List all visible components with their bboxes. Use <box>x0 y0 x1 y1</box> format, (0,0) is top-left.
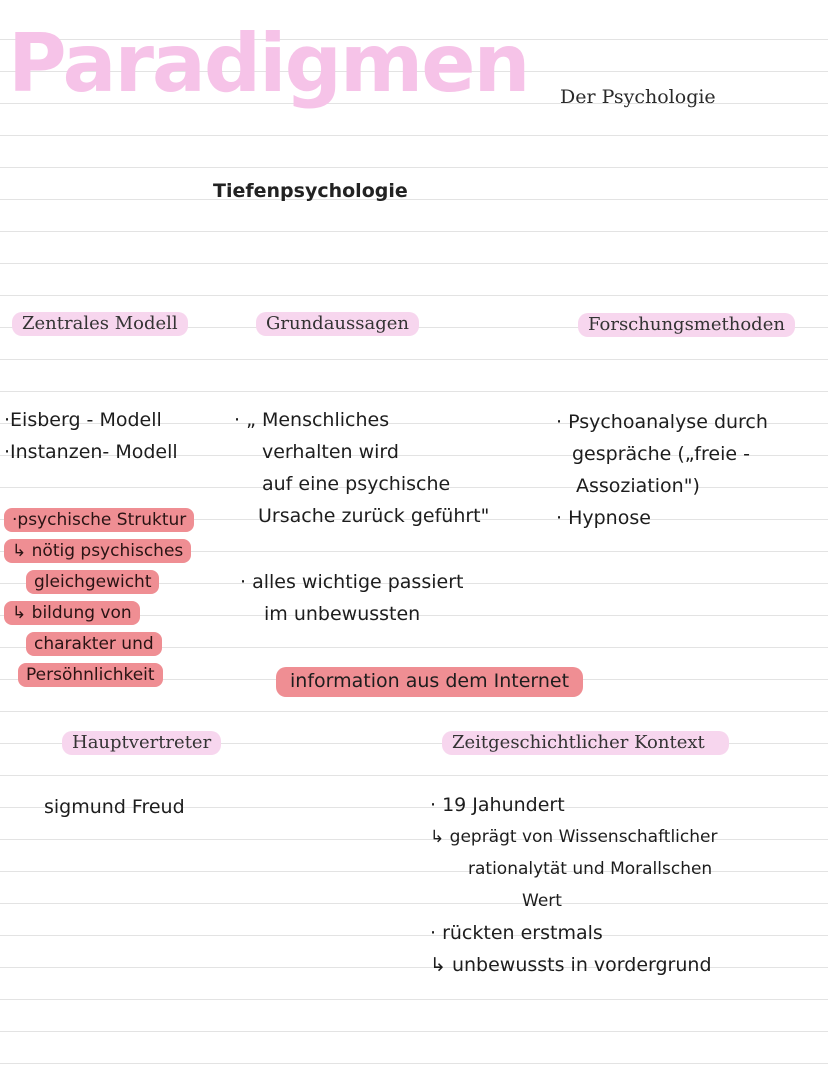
header-hauptvertreter: Hauptvertreter <box>62 731 221 755</box>
statement-quote <box>234 404 489 532</box>
model-highlight-block <box>4 508 194 694</box>
list-item: ↳ geprägt von Wissenschaftlicher <box>430 827 718 847</box>
statement-unconscious <box>240 566 463 630</box>
list-item: · alles wichtige passiert <box>240 571 464 593</box>
list-item: Wert <box>522 891 562 911</box>
list-item: ·Instanzen- Modell <box>4 441 178 463</box>
source-note: information aus dem Internet <box>276 667 583 697</box>
list-item: · 19 Jahundert <box>430 794 565 816</box>
highlight-line: Persöhnlichkeit <box>18 663 163 687</box>
methods-list <box>556 406 768 534</box>
page-subtitle: Der Psychologie <box>560 86 716 108</box>
highlight-line: ↳ bildung von <box>4 601 140 625</box>
header-grundaussagen: Grundaussagen <box>256 312 419 336</box>
section-heading: Tiefenpsychologie <box>213 180 408 202</box>
list-item: auf eine psychische <box>262 473 451 495</box>
highlight-line: ·psychische Struktur <box>4 508 194 532</box>
highlight-line: ↳ nötig psychisches <box>4 539 191 563</box>
highlight-line: charakter und <box>26 632 162 656</box>
list-item: im unbewussten <box>264 603 421 625</box>
model-list <box>4 404 178 468</box>
header-zentrales-modell: Zentrales Modell <box>12 312 188 336</box>
page-title: Paradigmen <box>8 17 529 110</box>
header-kontext: Zeitgeschichtlicher Kontext <box>442 731 729 755</box>
list-item: · Hypnose <box>556 507 651 529</box>
context-list <box>430 789 717 981</box>
list-item: · „ Menschliches <box>234 409 390 431</box>
list-item: rationalytät und Morallschen <box>468 859 713 879</box>
list-item: verhalten wird <box>262 441 399 463</box>
list-item: ·Eisberg - Modell <box>4 409 162 431</box>
representative-name: sigmund Freud <box>44 796 185 818</box>
list-item: · rückten erstmals <box>430 922 603 944</box>
header-forschungsmethoden: Forschungsmethoden <box>578 313 795 337</box>
list-item: · Psychoanalyse durch <box>556 411 768 433</box>
list-item: Assoziation") <box>576 475 700 497</box>
list-item: Ursache zurück geführt" <box>258 505 490 527</box>
list-item: gespräche („freie - <box>572 443 750 465</box>
highlight-line: gleichgewicht <box>26 570 159 594</box>
list-item: ↳ unbewussts in vordergrund <box>430 954 712 976</box>
